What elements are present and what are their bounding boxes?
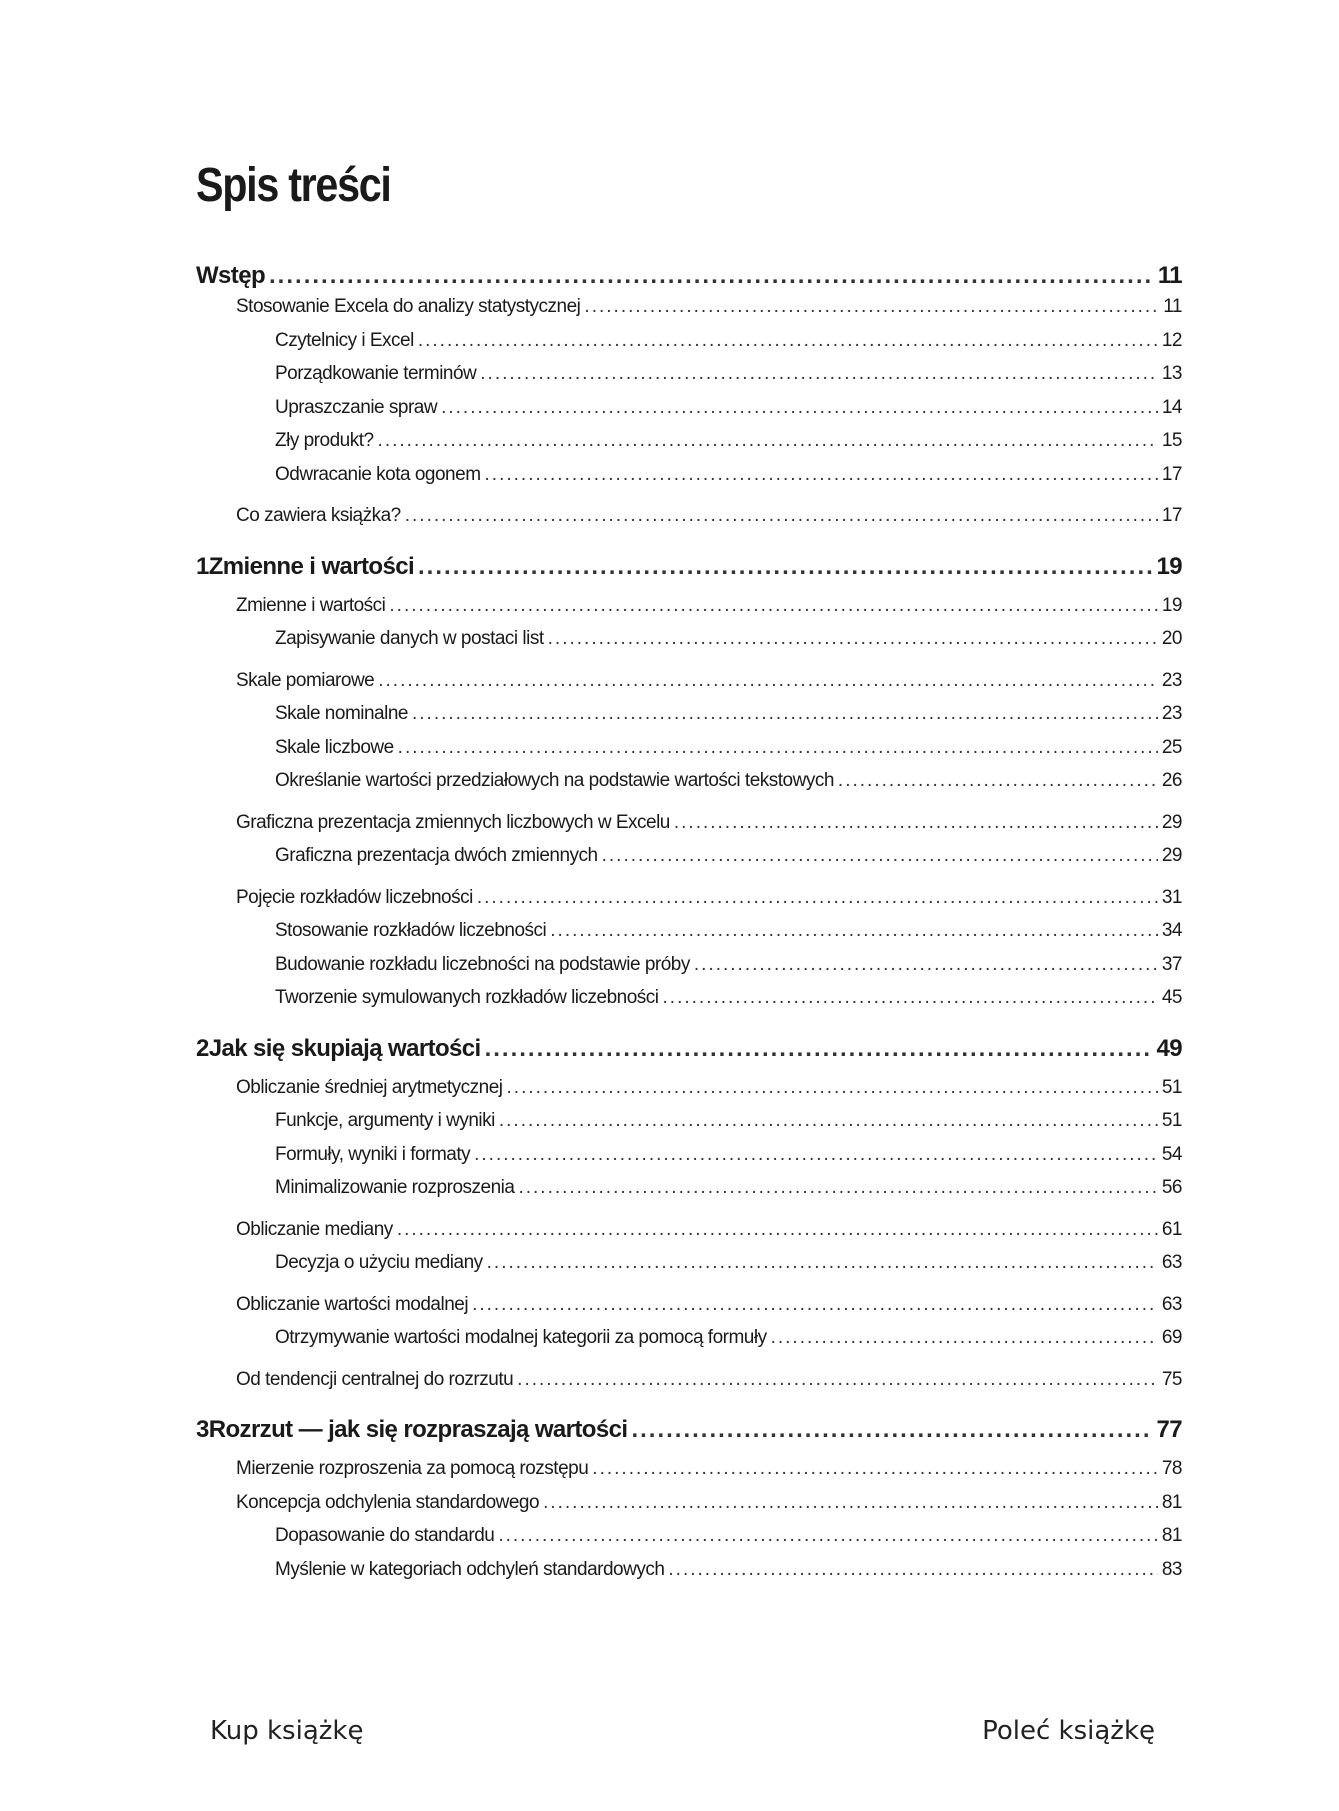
toc-page-number: 15 — [1161, 430, 1182, 451]
toc-page-number: 11 — [1163, 296, 1182, 317]
toc-entry-label: Obliczanie wartości modalnej — [236, 1293, 469, 1315]
toc-entry-label: Obliczanie średniej arytmetycznej — [236, 1076, 503, 1098]
toc-page-number: 78 — [1161, 1458, 1182, 1479]
toc-entry-label: Skale liczbowe — [275, 736, 394, 758]
toc-entry-label: Stosowanie rozkładów liczebności — [275, 920, 547, 941]
toc-chapter-entry — [196, 553, 1182, 587]
toc-page-number: 63 — [1161, 1252, 1182, 1273]
toc-dot-leader — [487, 1252, 1158, 1274]
toc-section-entry — [196, 1559, 1182, 1593]
toc-dot-leader — [771, 1327, 1158, 1349]
toc-section-entry — [196, 954, 1182, 988]
toc-page-number: 19 — [1161, 594, 1182, 616]
toc-entry-label: Skale nominalne — [275, 703, 408, 724]
toc-page-number: 23 — [1161, 703, 1182, 724]
toc-entry-label: Odwracanie kota ogonem — [275, 463, 481, 485]
toc-entry-label: Decyzja o użyciu mediany — [275, 1252, 483, 1273]
toc-entry-label: Mierzenie rozproszenia za pomocą rozstępu — [236, 1458, 589, 1479]
recommend-book-link[interactable]: Poleć książkę — [982, 1716, 1155, 1746]
toc-dot-leader — [838, 770, 1158, 792]
toc-chapter-number: 2 — [196, 1034, 209, 1062]
toc-section-entry — [196, 1144, 1182, 1178]
toc-entry-label: Stosowanie Excela do analizy statystycznej — [236, 296, 581, 317]
toc-page-number: 26 — [1161, 770, 1182, 791]
toc-page-number: 29 — [1161, 811, 1182, 833]
toc-dot-leader — [378, 430, 1158, 452]
toc-entry-label: Tworzenie symulowanych rozkładów liczebności — [275, 987, 659, 1008]
toc-entry-label: Zmienne i wartości — [208, 552, 415, 580]
toc-section-entry — [196, 987, 1182, 1021]
toc-page-number: 75 — [1161, 1368, 1182, 1390]
toc-chapter-number: 3 — [196, 1416, 209, 1443]
toc-entry-label: Obliczanie mediany — [236, 1218, 393, 1240]
toc-page-number: 17 — [1161, 505, 1182, 526]
toc-page-number: 45 — [1161, 987, 1182, 1008]
toc-page-number: 17 — [1161, 463, 1182, 485]
toc-section-entry — [196, 670, 1182, 704]
toc-dot-leader — [378, 670, 1158, 692]
toc-page-number: 77 — [1156, 1416, 1182, 1443]
toc-dot-leader — [474, 1144, 1158, 1166]
buy-book-link[interactable]: Kup książkę — [210, 1716, 364, 1746]
toc-dot-leader — [498, 1525, 1158, 1547]
toc-page-number: 56 — [1161, 1177, 1182, 1198]
toc-page-number: 23 — [1161, 669, 1182, 691]
toc-dot-leader — [584, 296, 1159, 318]
toc-section-entry — [196, 1077, 1182, 1111]
toc-entry-label: Zapisywanie danych w postaci list — [275, 628, 544, 649]
toc-chapter-entry — [196, 262, 1182, 296]
toc-section-entry — [196, 628, 1182, 662]
toc-page-number: 81 — [1161, 1491, 1182, 1513]
toc-section-entry — [196, 1177, 1182, 1211]
toc-dot-leader — [441, 397, 1158, 419]
toc-page-number: 81 — [1161, 1525, 1182, 1546]
toc-page-number: 37 — [1161, 953, 1182, 975]
toc-entry-label: Określanie wartości przedziałowych na podstawie wartości tekstowych — [275, 770, 834, 791]
toc-page-number: 31 — [1161, 886, 1182, 908]
toc-entry-label: Rozrzut — jak się rozpraszają wartości — [208, 1416, 628, 1443]
toc-section-entry — [196, 1492, 1182, 1526]
toc-dot-leader — [499, 1110, 1158, 1132]
toc-page-number: 63 — [1161, 1293, 1182, 1315]
toc-section-entry — [196, 595, 1182, 629]
toc-dot-leader — [663, 987, 1158, 1009]
toc-page-number: 25 — [1161, 736, 1182, 758]
toc-page-number: 51 — [1161, 1076, 1182, 1098]
toc-dot-leader — [405, 505, 1158, 527]
toc-dot-leader — [412, 703, 1158, 725]
toc-dot-leader — [668, 1559, 1157, 1581]
toc-section-entry — [196, 703, 1182, 737]
toc-entry-label: Funkcje, argumenty i wyniki — [275, 1110, 495, 1131]
toc-entry-label: Otrzymywanie wartości modalnej kategorii za pomocą formuły — [275, 1327, 767, 1348]
toc-chapter-number: 1 — [196, 552, 209, 580]
toc-page-number: 34 — [1161, 920, 1182, 941]
toc-entry-label: Dopasowanie do standardu — [275, 1525, 495, 1546]
toc-entry-label: Skale pomiarowe — [236, 669, 375, 691]
toc-section-entry — [196, 505, 1182, 539]
toc-dot-leader — [485, 464, 1158, 486]
toc-dot-leader — [472, 1294, 1158, 1316]
toc-dot-leader — [485, 1035, 1153, 1063]
toc-dot-leader — [592, 1458, 1158, 1480]
toc-page-number: 83 — [1161, 1558, 1182, 1580]
toc-chapter-entry — [196, 1416, 1182, 1450]
toc-page-number: 12 — [1161, 329, 1182, 351]
toc-dot-leader — [694, 954, 1158, 976]
toc-dot-leader — [548, 628, 1158, 650]
toc-page-number: 51 — [1161, 1110, 1182, 1131]
toc-entry-label: Myślenie w kategoriach odchyleń standardowych — [275, 1558, 665, 1580]
toc-section-entry — [196, 330, 1182, 364]
toc-dot-leader — [269, 262, 1154, 290]
toc-section-entry — [196, 1110, 1182, 1144]
toc-dot-leader — [397, 1219, 1158, 1241]
toc-page-number: 69 — [1161, 1327, 1182, 1348]
toc-entry-label: Zmienne i wartości — [236, 594, 386, 616]
toc-dot-leader — [518, 1177, 1157, 1199]
toc-section-entry — [196, 812, 1182, 846]
page-title: Spis treści — [196, 159, 391, 212]
toc-section-entry — [196, 430, 1182, 464]
toc-dot-leader — [550, 920, 1158, 942]
toc-dot-leader — [398, 737, 1158, 759]
toc-page-number: 49 — [1156, 1034, 1182, 1062]
toc-entry-label: Koncepcja odchylenia standardowego — [236, 1491, 540, 1513]
toc-entry-label: Zły produkt? — [275, 430, 374, 451]
toc-dot-leader — [418, 330, 1158, 352]
toc-dot-leader — [477, 887, 1158, 909]
toc-entry-label: Budowanie rozkładu liczebności na podstawie próby — [275, 953, 690, 975]
toc-section-entry — [196, 770, 1182, 804]
toc-chapter-entry — [196, 1035, 1182, 1069]
toc-page-number: 13 — [1161, 363, 1182, 384]
toc-section-entry — [196, 1219, 1182, 1253]
toc-page-number: 61 — [1161, 1218, 1182, 1240]
toc-dot-leader — [517, 1369, 1158, 1391]
toc-dot-leader — [631, 1416, 1152, 1444]
toc-entry-label: Co zawiera książka? — [236, 505, 401, 526]
toc-dot-leader — [674, 812, 1158, 834]
toc-dot-leader — [418, 553, 1152, 581]
toc-entry-label: Upraszczanie spraw — [275, 396, 438, 418]
toc-section-entry — [196, 887, 1182, 921]
toc-page-number: 11 — [1157, 262, 1182, 289]
toc-section-entry — [196, 920, 1182, 954]
toc-entry-label: Graficzna prezentacja dwóch zmiennych — [275, 845, 598, 866]
toc-section-entry — [196, 363, 1182, 397]
toc-page-number: 54 — [1161, 1143, 1182, 1165]
toc-dot-leader — [602, 845, 1158, 867]
toc-entry-label: Jak się skupiają wartości — [208, 1034, 481, 1062]
toc-section-entry — [196, 1458, 1182, 1492]
toc-section-entry — [196, 296, 1182, 330]
toc-dot-leader — [543, 1492, 1158, 1514]
toc-page-number: 20 — [1161, 628, 1182, 649]
toc-section-entry — [196, 1369, 1182, 1403]
toc-entry-label: Od tendencji centralnej do rozrzutu — [236, 1368, 514, 1390]
toc-page-number: 29 — [1161, 845, 1182, 866]
toc-section-entry — [196, 1525, 1182, 1559]
table-of-contents — [196, 262, 1182, 1592]
toc-section-entry — [196, 845, 1182, 879]
toc-dot-leader — [507, 1077, 1158, 1099]
toc-section-entry — [196, 737, 1182, 771]
toc-section-entry — [196, 397, 1182, 431]
toc-entry-label: Wstęp — [196, 262, 266, 289]
toc-entry-label: Porządkowanie terminów — [275, 363, 477, 384]
toc-section-entry — [196, 464, 1182, 498]
toc-entry-label: Minimalizowanie rozproszenia — [275, 1177, 515, 1198]
toc-section-entry — [196, 1327, 1182, 1361]
toc-entry-label: Formuły, wyniki i formaty — [275, 1143, 471, 1165]
toc-entry-label: Pojęcie rozkładów liczebności — [236, 886, 473, 908]
toc-dot-leader — [480, 363, 1158, 385]
toc-section-entry — [196, 1294, 1182, 1328]
toc-entry-label: Graficzna prezentacja zmiennych liczbowych w Excelu — [236, 811, 670, 833]
toc-entry-label: Czytelnicy i Excel — [275, 329, 414, 351]
toc-section-entry — [196, 1252, 1182, 1286]
toc-page-number: 14 — [1161, 396, 1182, 418]
toc-page-number: 19 — [1156, 552, 1182, 580]
toc-dot-leader — [389, 595, 1157, 617]
